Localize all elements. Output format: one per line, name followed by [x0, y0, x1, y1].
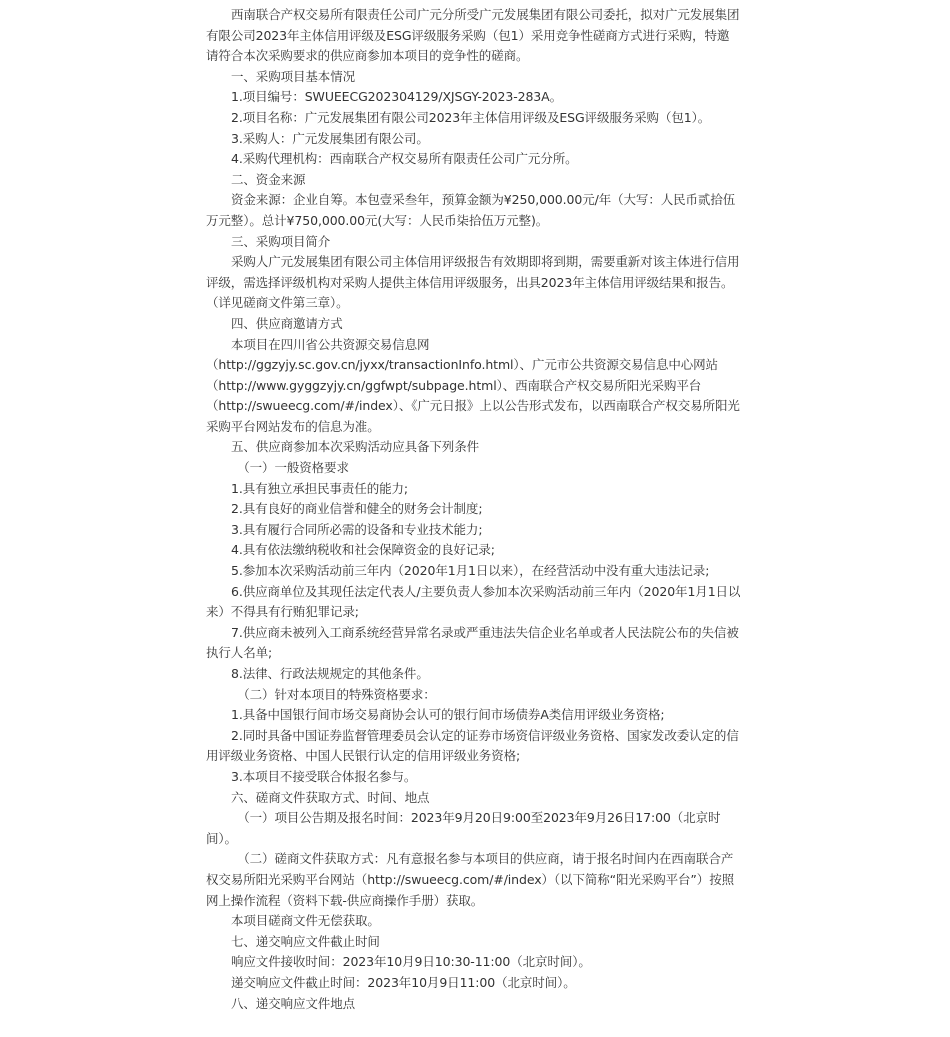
requirement-item: 5.参加本次采购活动前三年内（2020年1月1日以来），在经营活动中没有重大违法记录; — [231, 563, 710, 579]
section-heading-location: 八、递交响应文件地点 — [231, 995, 356, 1011]
section-heading-deadline: 七、递交响应文件截止时间 — [231, 933, 380, 949]
invitation-link-sichuan: （http://ggzyjy.sc.gov.cn/jyxx/transactionInfo.html）、广元市公共资源交易信息中心网站 — [206, 357, 718, 373]
requirement-item: 3.具有履行合同所必需的设备和专业技术能力; — [231, 521, 483, 537]
invitation-text: 本项目在四川省公共资源交易信息网 — [231, 336, 430, 352]
requirement-item: 1.具有独立承担民事责任的能力; — [231, 480, 409, 496]
subheading-general-requirements: （一）一般资格要求 — [237, 460, 349, 476]
section-heading-documents: 六、磋商文件获取方式、时间、地点 — [231, 789, 430, 805]
project-name: 2.项目名称：广元发展集团有限公司2023年主体信用评级及ESG评级服务采购（包1）。 — [231, 109, 711, 125]
purchaser: 3.采购人：广元发展集团有限公司。 — [231, 130, 429, 146]
project-summary: 采购人广元发展集团有限公司主体信用评级报告有效期即将到期，需要重新对该主体进行信用评级，需选择评级机构对采购人提供主体信用评级服务，出具2023年主体信用评级结果和报告。（详见磋商文件第三章）。 — [206, 254, 740, 311]
announcement-body — [206, 5, 741, 1014]
funding-source: 资金来源：企业自筹。本包壹采叁年，预算金额为¥250,000.00元/年（大写：人民币贰拾伍万元整）。总计¥750,000.00元(大写：人民币柒拾伍万元整)。 — [206, 192, 736, 228]
requirement-item: 8.法律、行政法规规定的其他条件。 — [231, 666, 429, 681]
special-requirement-item: 3.本项目不接受联合体报名参与。 — [231, 768, 417, 784]
project-number: 1.项目编号：SWUEECG202304129/XJSGY-2023-283A。 — [231, 89, 563, 105]
special-requirement-item: 1.具备中国银行间市场交易商协会认可的银行间市场债券A类信用评级业务资格; — [231, 707, 665, 723]
requirement-item: 6.供应商单位及其现任法定代表人/主要负责人参加本次采购活动前三年内（2020年1月1日以来）不得具有行贿犯罪记录; — [206, 583, 741, 620]
document-free-note: 本项目磋商文件无偿获取。 — [231, 913, 380, 929]
invitation-link-guangyuan: （http://www.gyggzyjy.cn/ggfwpt/subpage.html）、西南联合产权交易所阳光采购平台 — [206, 377, 702, 393]
requirement-item: 4.具有依法缴纳税收和社会保障资金的良好记录; — [231, 542, 495, 558]
receiving-time: 响应文件接收时间：2023年10月9日10:30-11:00（北京时间）。 — [231, 954, 591, 970]
requirement-item: 7.供应商未被列入工商系统经营异常名录或严重违法失信企业名单或者人民法院公布的失信被执行人名单; — [206, 624, 739, 661]
subheading-special-requirements: （二）针对本项目的特殊资格要求： — [237, 686, 436, 702]
requirement-item: 2.具有良好的商业信誉和健全的财务会计制度; — [231, 501, 483, 517]
section-heading-basic-info: 一、采购项目基本情况 — [231, 68, 356, 84]
section-heading-summary: 三、采购项目简介 — [231, 233, 331, 249]
intro-paragraph: 西南联合产权交易所有限责任公司广元分所受广元发展集团有限公司委托，拟对广元发展集团有限公司2023年主体信用评级及ESG评级服务采购（包1）采用竞争性磋商方式进行采购，特邀请符合本次采购要求的供应商参加本项目的竞争性的磋商。 — [206, 7, 740, 64]
special-requirement-item: 2.同时具备中国证券监督管理委员会认定的证券市场资信评级业务资格、国家发改委认定的信用评级业务资格、中国人民银行认定的信用评级业务资格; — [206, 727, 739, 764]
section-heading-invitation: 四、供应商邀请方式 — [231, 315, 343, 331]
submission-deadline: 递交响应文件截止时间：2023年10月9日11:00（北京时间）。 — [231, 974, 576, 990]
document-acquisition: （二）磋商文件获取方式：凡有意报名参与本项目的供应商，请于报名时间内在西南联合产权交易所阳光采购平台网站（http://swueecg.com/#/index）（以下简称“阳光采购平台”）按照网上操作流程（资料下载-供应商操作手册）获取。 — [206, 851, 735, 908]
procurement-agency: 4.采购代理机构：西南联合产权交易所有限责任公司广元分所。 — [231, 151, 578, 167]
section-heading-funding: 二、资金来源 — [231, 171, 306, 187]
section-heading-qualifications: 五、供应商参加本次采购活动应具备下列条件 — [231, 439, 480, 455]
invitation-link-swueecg: （http://swueecg.com/#/index）、《广元日报》上以公告形式发布，以西南联合产权交易所阳光采购平台网站发布的信息为准。 — [206, 398, 740, 434]
announcement-period: （一）项目公告期及报名时间：2023年9月20日9:00至2023年9月26日17:00（北京时间）。 — [206, 810, 721, 846]
